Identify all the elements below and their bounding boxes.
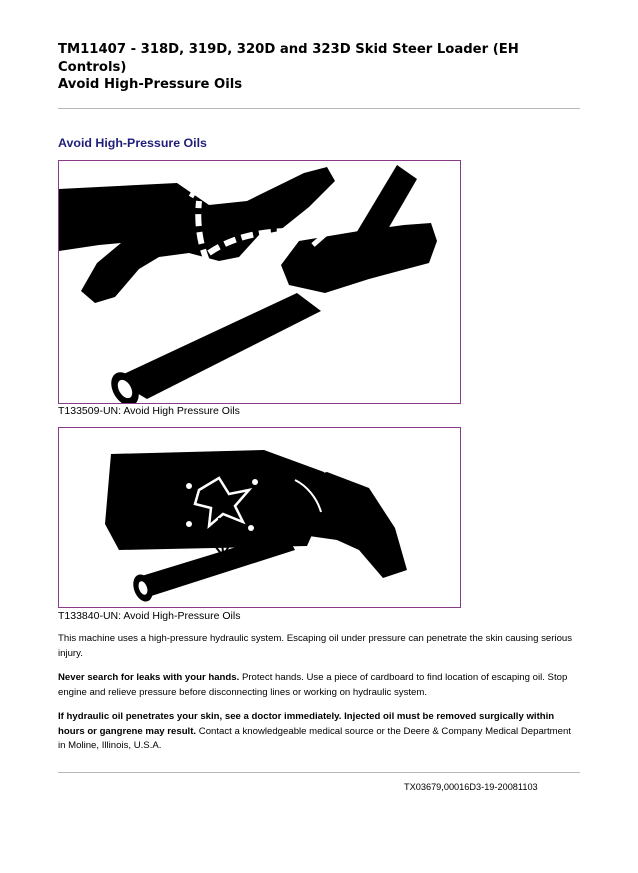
figure-cardboard-leak-check (58, 427, 461, 608)
section-title: Avoid High-Pressure Oils (58, 136, 207, 150)
paragraph-leak-search-bold: Never search for leaks with your hands. (58, 672, 240, 683)
document-title-line-2: Controls) (58, 59, 127, 75)
footer-divider (58, 772, 580, 773)
header-divider (58, 108, 580, 109)
figure-1-caption: T133509-UN: Avoid High Pressure Oils (58, 405, 240, 417)
cardboard-leak-check-illustration (59, 428, 460, 607)
figure-2-caption: T133840-UN: Avoid High-Pressure Oils (58, 610, 241, 622)
figure-hand-oil-spray (58, 160, 461, 404)
document-id: TX03679,00016D3-19-20081103 (404, 782, 538, 792)
paragraph-hydraulic-warning: This machine uses a high-pressure hydraulic system. Escaping oil under pressure can penetrate the skin causing serious injury. (58, 633, 573, 659)
document-title-line-3: Avoid High-Pressure Oils (58, 77, 243, 92)
paragraph-leak-search-rest: Protect hands. Use a piece of cardboard to find location of escaping oil. Stop engine and relieve pressure before disconnecting lines or working on hydraulic system. (58, 672, 568, 698)
paragraph-skin-penetration-bold: If hydraulic oil penetrates your skin, see a doctor immediately. Injected oil must be removed surgically within hours or gangrene may result. (58, 711, 555, 737)
paragraph-leak-search (58, 671, 580, 700)
document-title-line-1: TM11407 - 318D, 319D, 320D and 323D Skid Steer Loader (EH (58, 42, 519, 57)
hand-oil-spray-illustration (59, 161, 460, 403)
paragraph-skin-penetration (58, 710, 580, 754)
document-title (58, 41, 578, 94)
paragraph-skin-penetration-rest: Contact a knowledgeable medical source or the Deere & Company Medical Department in Moline, Illinois, U.S.A. (58, 725, 571, 751)
